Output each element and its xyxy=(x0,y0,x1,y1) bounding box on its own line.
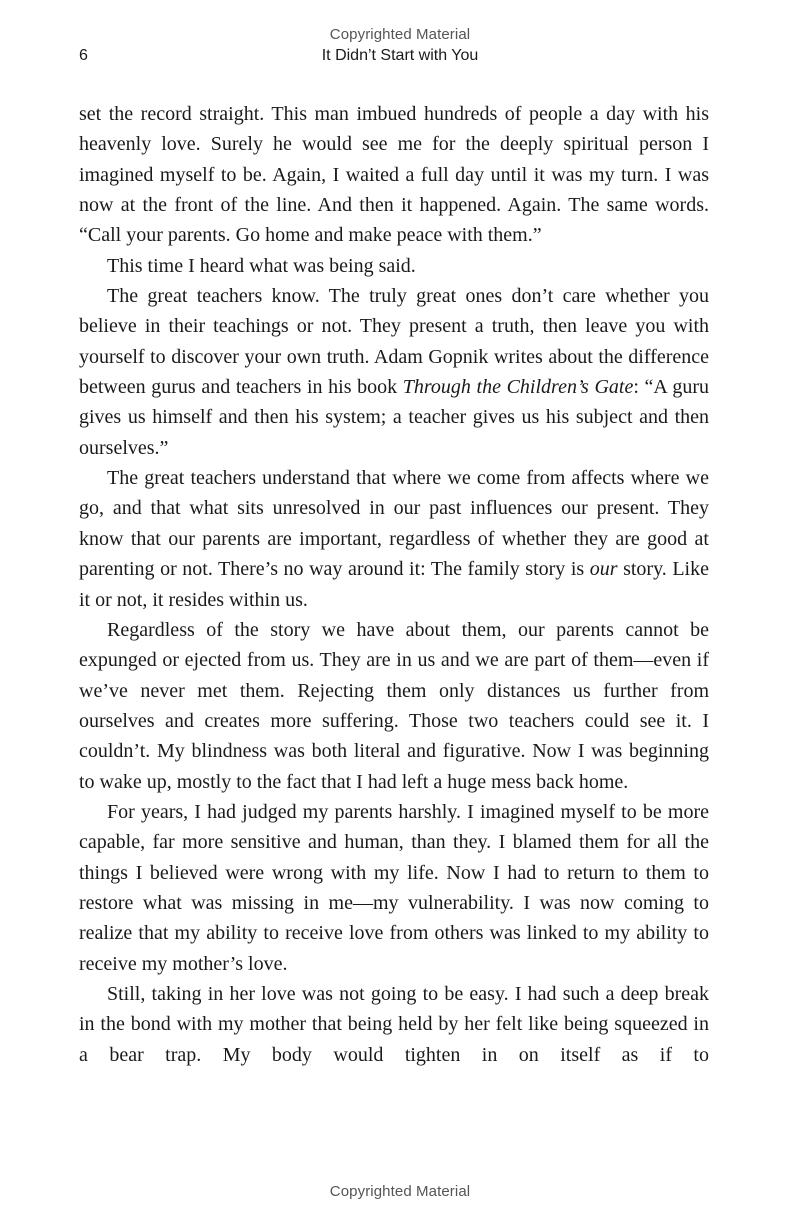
copyright-watermark-bottom: Copyrighted Material xyxy=(329,1183,471,1200)
paragraph-text: : “A guru gives us himself and then his system; a teacher gives us his subject and then ourselves.” xyxy=(79,376,710,459)
paragraph: Still, taking in her love was not going to be easy. I had such a deep break in the bond with my mother that being held by her felt like being squeezed in a bear trap. My body would tighten in on itself as if to xyxy=(79,982,709,1066)
running-title: It Didn’t Start with You xyxy=(321,47,479,64)
paragraph-text: story. Like it or not, it resides within us. xyxy=(79,558,709,611)
body-text xyxy=(79,99,709,1070)
paragraph: set the record straight. This man imbued hundreds of people a day with his heavenly love. Surely he would see me for the deeply spiritual person I imagined myself to be. Again, I waited a full day until it was my turn. I was now at the front of the line. And then it happened. Again. The same words. “Call your parents. Go home and make peace with them.” xyxy=(79,103,709,247)
copyright-watermark-top: Copyrighted Material xyxy=(329,26,471,43)
paragraph xyxy=(79,463,709,615)
paragraph: Regardless of the story we have about them, our parents cannot be expunged or ejected from us. They are in us and we are part of them—even if we’ve never met them. Rejecting them only distances us further from ourselves and creates more suffering. Those two teachers could see it. I couldn’t. My blindness was both literal and figurative. Now I was beginning to wake up, mostly to the fact that I had left a huge mess back home. xyxy=(79,618,709,793)
paragraph: This time I heard what was being said. xyxy=(107,254,416,277)
book-title: Through the Children’s Gate xyxy=(402,376,634,399)
paragraph: For years, I had judged my parents harshly. I imagined myself to be more capable, far more sensitive and human, than they. I blamed them for all the things I believed were wrong with my life. Now I had to return to them to restore what was missing in me—my vulnerability. I was now coming to realize that my ability to receive love from others was linked to my ability to receive my mother’s love. xyxy=(79,800,709,975)
page-number: 6 xyxy=(79,47,88,64)
paragraph-text: The great teachers understand that where we come from affects where we go, and that what sits unresolved in our past influences our present. They know that our parents are important, regardless of whether they are good at parenting or not. There’s no way around it: The family story is xyxy=(79,467,709,581)
emphasis: our xyxy=(589,558,618,581)
running-head xyxy=(0,47,800,69)
paragraph xyxy=(79,281,709,463)
paragraph-text: The great teachers know. The truly great ones don’t care whether you believe in their teachings or not. They present a truth, then leave you with yourself to discover your own truth. Adam Gopnik writes about the difference between gurus and teachers in his book xyxy=(79,285,709,399)
